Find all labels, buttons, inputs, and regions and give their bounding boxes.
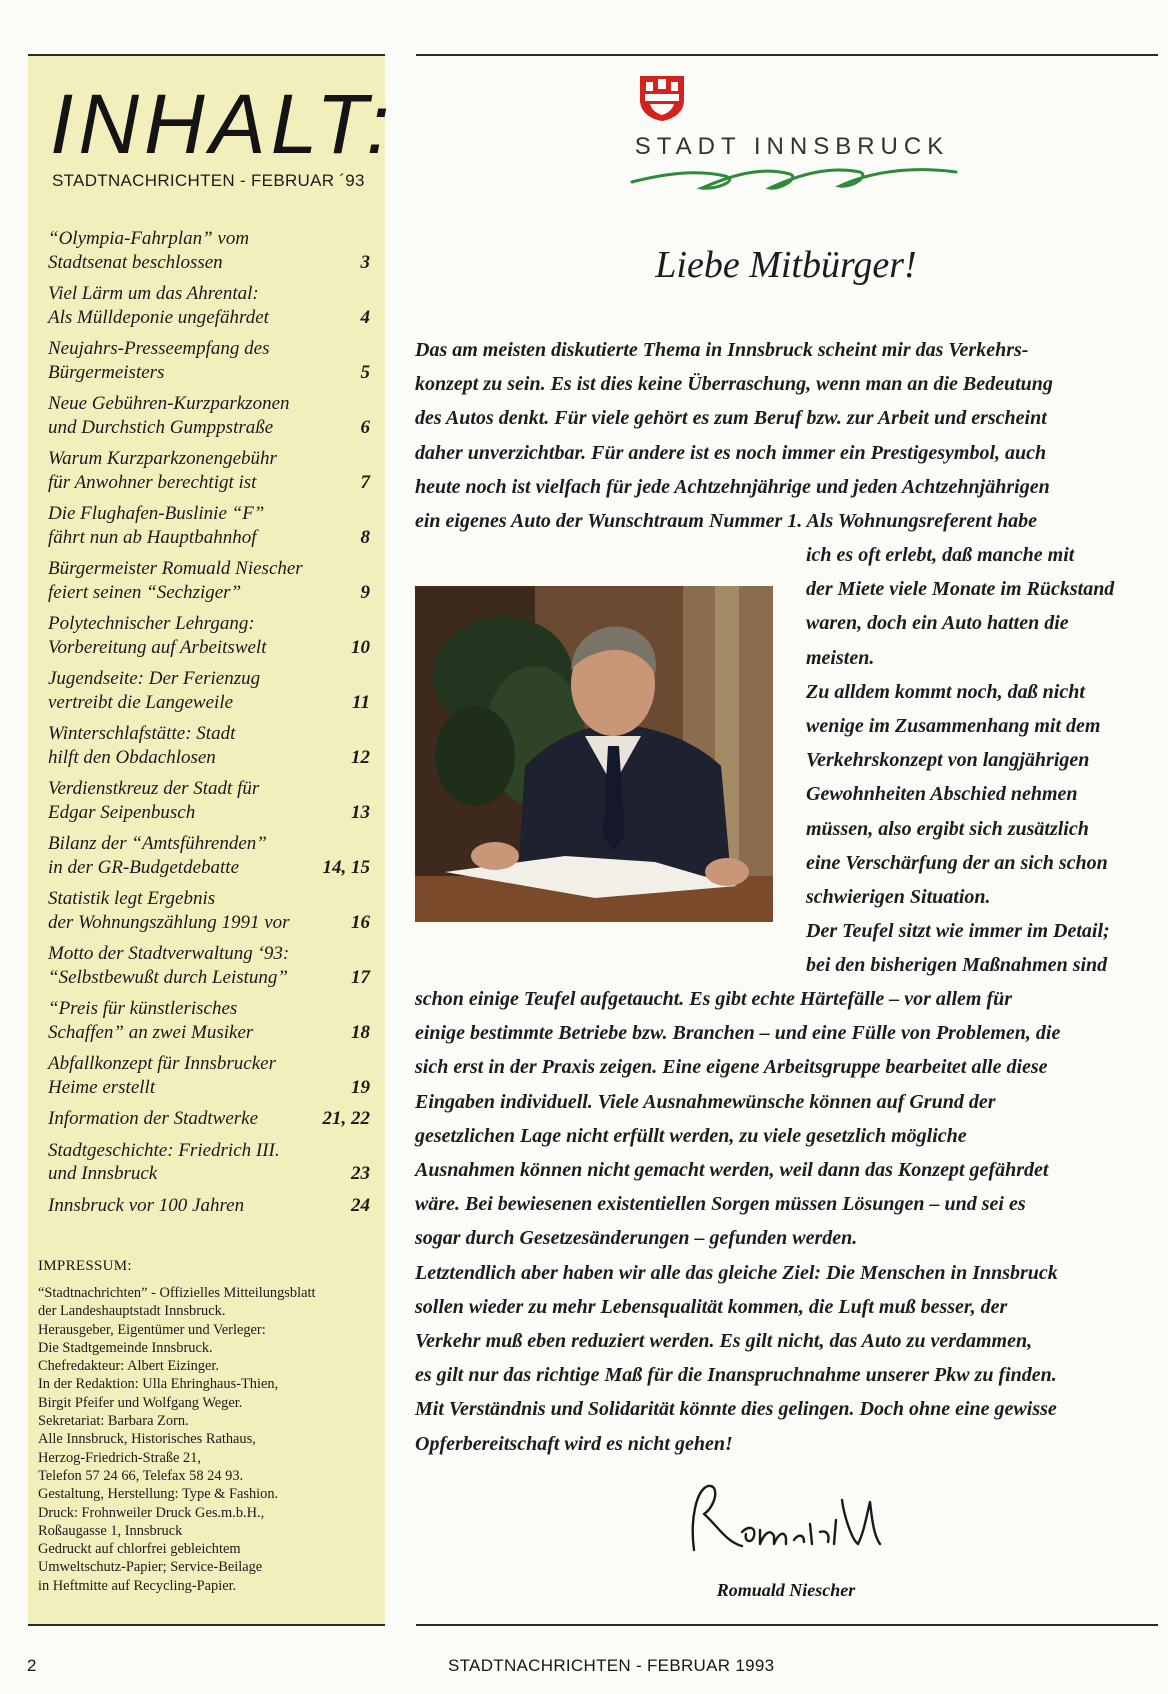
- toc-entry-title: “Olympia-Fahrplan” vom Stadtsenat beschlossen: [48, 228, 250, 273]
- toc-entry-page: 8: [360, 526, 370, 548]
- toc-entry-page: 18: [351, 1021, 370, 1043]
- toc-entry: [48, 502, 370, 549]
- toc-entry-title: Motto der Stadtverwaltung ‘93: “Selbstbewußt durch Leistung”: [48, 943, 290, 988]
- toc-entry: [48, 557, 370, 604]
- toc-entry-title: Die Flughafen-Buslinie “F” fährt nun ab Hauptbahnhof: [48, 503, 265, 548]
- toc-entry: [48, 1052, 370, 1099]
- toc-entry-page: 19: [351, 1076, 370, 1098]
- city-coat-of-arms-icon: [638, 74, 686, 122]
- toc-entry-title: Neue Gebühren-Kurzparkzonen und Durchstich Gumppstraße: [48, 393, 290, 438]
- toc-entry: [48, 612, 370, 659]
- toc-entry: [48, 832, 370, 879]
- toc-entry-page: 13: [351, 801, 370, 823]
- toc-entry: [48, 447, 370, 494]
- toc-entry-page: 9: [360, 581, 370, 603]
- toc-entry-title: Winterschlafstätte: Stadt hilft den Obdachlosen: [48, 723, 236, 768]
- toc-entry-title: Innsbruck vor 100 Jahren: [48, 1194, 245, 1216]
- toc-entry-title: Information der Stadtwerke: [48, 1108, 259, 1129]
- toc-entry-page: 16: [351, 911, 370, 933]
- toc-entry-title: Viel Lärm um das Ahrental: Als Mülldeponie ungefährdet: [48, 283, 269, 328]
- toc-entry-title: Abfallkonzept für Innsbrucker Heime erstellt: [48, 1053, 276, 1098]
- toc-entry-title: Verdienstkreuz der Stadt für Edgar Seipenbusch: [48, 778, 260, 823]
- toc-entry: [48, 887, 370, 934]
- toc-entry: [48, 227, 370, 274]
- letter-bottom-rule: [416, 1624, 1158, 1626]
- toc-entry: [48, 392, 370, 439]
- page-number: 2: [27, 1656, 37, 1675]
- toc-entry-page: 17: [351, 966, 370, 988]
- toc-entry: [48, 1194, 370, 1218]
- impressum-text: “Stadtnachrichten” - Offizielles Mitteilungsblatt der Landeshauptstadt Innsbruck. Herausgeber, Eigentümer und Verleger: Die Stadtgemeinde Innsbruck. Chefredakteur: Albert Eizinger. In der Redaktion: Ulla Ehringhaus-Thien, Birgit Pfeifer und Wolfgang Weger. Sekretariat: Barbara Zorn. Alle Innsbruck, Historisches Rathaus, Herzog-Friedrich-Straße 21, Telefon 57 24 66, Telefax 58 24 93. Gestaltung, Herstellung: Type & Fashion. Druck: Frohnweiler Druck Ges.m.b.H., Roßaugasse 1, Innsbruck Gedruckt auf chlorfrei gebleichtem Umweltschutz-Papier; Service-Beilage in Heftmitte auf Recycling-Papier.: [38, 1285, 316, 1594]
- toc-entry-page: 4: [360, 306, 370, 328]
- table-of-contents: [48, 227, 370, 1225]
- toc-bottom-rule: [28, 1624, 385, 1626]
- toc-entry: [48, 1139, 370, 1186]
- toc-entry: [48, 722, 370, 769]
- toc-entry-title: Warum Kurzparkzonengebühr für Anwohner berechtigt ist: [48, 448, 277, 493]
- toc-entry: [48, 337, 370, 384]
- toc-entry-title: Stadtgeschichte: Friedrich III. und Innsbruck: [48, 1139, 280, 1184]
- toc-entry-title: Neujahrs-Presseempfang des Bürgermeisters: [48, 338, 270, 383]
- toc-title: INHALT:: [50, 77, 395, 171]
- toc-entry-title: Bilanz der “Amtsführenden” in der GR-Budgetdebatte: [48, 833, 267, 878]
- mayor-portrait-photo: [415, 586, 773, 922]
- toc-entry: [48, 777, 370, 824]
- toc-entry-title: Polytechnischer Lehrgang: Vorbereitung auf Arbeitswelt: [48, 613, 267, 658]
- letter-body-bottom: schon einige Teufel aufgetaucht. Es gibt echte Härtefälle – vor allem für einige bestimmte Betriebe bzw. Branchen – und eine Fülle von Problemen, die sich erst in der Praxis zeigen. Eine eigene Arbeitsgruppe bearbeitet alle diese Eingaben individuell. Viele Ausnahmewünsche können auf Grund der gesetzlichen Lage nicht erfüllt werden, zu viele gesetzlich mögliche Ausnahmen können nicht gemacht werden, weil dann das Konzept gefährdet wäre. Bei bewiesenen existentiellen Sorgen müssen Lösungen – und sei es sogar durch Gesetzesänderungen – gefunden werden. Letztendlich aber haben wir alle das gleiche Ziel: Die Menschen in Innsbruck sollen wieder zu mehr Lebensqualität kommen, die Luft muß besser, der Verkehr muß eben reduziert werden. Es gilt nicht, das Auto zu verdammen, es gilt nur das richtige Maß für die Inanspruchnahme unserer Pkw zu finden. Mit Verständnis und Solidarität könnte dies gelingen. Doch ohne eine gewisse Opferbereitschaft wird es nicht gehen!: [415, 988, 1061, 1455]
- toc-entry: [48, 997, 370, 1044]
- toc-entry-page: 10: [351, 636, 370, 658]
- toc-entry-page: 11: [352, 691, 370, 713]
- toc-entry-page: 3: [360, 251, 370, 273]
- letter-body-side: ich es oft erlebt, daß manche mit der Miete viele Monate im Rückstand waren, doch ein Auto hatten die meisten. Zu alldem kommt noch, daß nicht wenige im Zusammenhang mit dem Verkehrskonzept von langjährigen Gewohnheiten Abschied nehmen müssen, also ergibt sich zusätzlich eine Verschärfung der an sich schon schwierigen Situation. Der Teufel sitzt wie immer im Detail; bei den bisherigen Maßnahmen sind: [806, 544, 1115, 977]
- toc-entry-page: 21, 22: [322, 1108, 370, 1129]
- toc-entry-title: Statistik legt Ergebnis der Wohnungszählung 1991 vor: [48, 888, 290, 933]
- toc-entry-page: 5: [360, 361, 370, 383]
- letter-headline: Liebe Mitbürger!: [655, 244, 917, 286]
- green-swoosh-icon: [630, 160, 960, 194]
- toc-entry: [48, 942, 370, 989]
- toc-top-rule: [28, 54, 385, 56]
- toc-entry-title: “Preis für künstlerisches Schaffen” an zwei Musiker: [48, 998, 254, 1043]
- toc-entry-page: 6: [360, 416, 370, 438]
- letter-body-top: Das am meisten diskutierte Thema in Innsbruck scheint mir das Verkehrs- konzept zu sein. Es ist dies keine Überraschung, wenn man an die Bedeutung des Autos denkt. Für viele gehört es zum Beruf bzw. zur Arbeit und erscheint daher unverzichtbar. Für andere ist es noch immer ein Prestigesymbol, auch heute noch ist vielfach für jede Achtzehnjährige und jeden Achtzehnjährigen ein eigenes Auto der Wunschtraum Nummer 1. Als Wohnungsreferent habe: [415, 339, 1053, 533]
- toc-entry: [48, 282, 370, 329]
- toc-entry-page: 12: [351, 746, 370, 768]
- toc-subtitle: STADTNACHRICHTEN - FEBRUAR ´93: [52, 171, 365, 190]
- toc-entry: [48, 667, 370, 714]
- letter-top-rule: [416, 54, 1158, 56]
- logo-text: STADT INNSBRUCK: [634, 133, 950, 160]
- toc-entry-title: Jugendseite: Der Ferienzug vertreibt die Langeweile: [48, 668, 261, 713]
- handwritten-signature: [686, 1480, 886, 1560]
- toc-entry-page: 24: [351, 1194, 370, 1216]
- impressum-heading: IMPRESSUM:: [38, 1258, 132, 1274]
- toc-entry-page: 7: [360, 471, 370, 493]
- toc-entry-page: 23: [351, 1163, 370, 1184]
- signature-name: Romuald Niescher: [716, 1580, 856, 1600]
- toc-entry-page: 14, 15: [322, 856, 370, 878]
- footer-publication: STADTNACHRICHTEN - FEBRUAR 1993: [448, 1656, 775, 1675]
- toc-entry: [48, 1107, 370, 1131]
- toc-entry-title: Bürgermeister Romuald Niescher feiert seinen “Sechziger”: [48, 558, 303, 603]
